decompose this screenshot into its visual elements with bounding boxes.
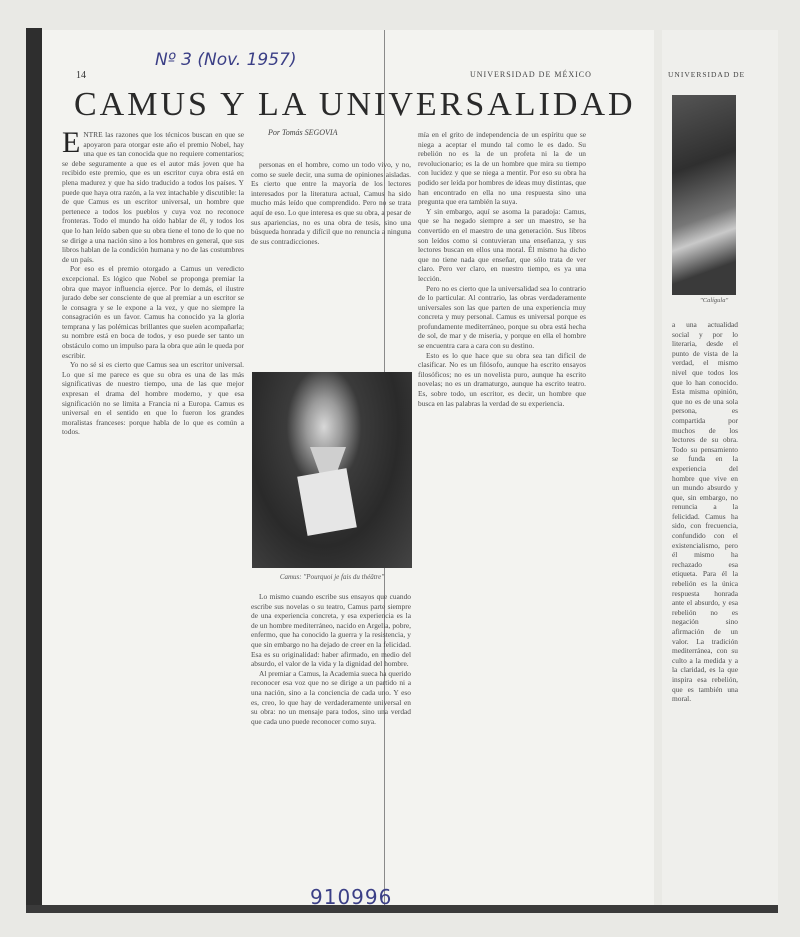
article-column-1 xyxy=(62,130,244,865)
paragraph: NTRE las razones que los técnicos buscan en que se apoyaron para otorgar este año el premio Nobel, hay una que es tan conocida que no requiere comentarios; se debe seguramente a que es el autor más joven que ha recibido este premio, que es un escritor cuya obra está en plena madurez y que ha sido traducido a todos los países. Y puede que haya otra razón, a la vez intachable y discutible: la de que Camus es un escritor universal, un hombre que pertenece a todos los pueblos y cuya voz no reconoce fronteras. Todo el mundo ha oído hablar de él, y todos los que lo han leído saben que su obra tiene el tono de lo que no se dirige a una nación sino a los hombres en general, que sus libros hablan de la condición humana y no de las costumbres de un país. xyxy=(62,130,244,264)
photo-caption: Camus: "Pourquoi je fais du théâtre" xyxy=(279,573,385,581)
fragment-running-head: UNIVERSIDAD DE xyxy=(668,70,746,79)
fragment-column xyxy=(672,320,738,865)
running-head: UNIVERSIDAD DE MÉXICO xyxy=(470,70,592,79)
article-column-3 xyxy=(418,130,586,865)
scan-border-bottom xyxy=(26,905,778,913)
paragraph: personas en el hombre, como un todo vivo, y no, como se suele decir, una suma de opiniones aisladas. Es cierto que entre la mayoría de los lectores interesados por la literatura actual, Camus ha sido mucho más leído que comprendido. Pero no se trata aquí de eso. Lo que interesa es que su obra, a pesar de sus apariencias, no es una obra de tesis, sino una búsqueda honrada y difícil que no renuncia a ninguna de sus contradicciones. xyxy=(251,160,411,246)
article-column-2-bottom xyxy=(251,592,411,865)
handwritten-catalog-number: 910996 xyxy=(310,885,393,909)
paragraph: Yo no sé si es cierto que Camus sea un escritor universal. Lo que sí me parece es que su obra es una de las más significativas de nuestro tiempo, una de las que mejor expresan el drama del hombre moderno, y que esa significación no se limita a Francia ni a Europa. Camus es universal en el sentido en que lo fueron los grandes moralistas franceses: porque habla de lo que es común a todos. xyxy=(62,360,244,437)
handwritten-issue-note: Nº 3 (Nov. 1957) xyxy=(155,50,297,70)
article-column-2-top xyxy=(251,160,411,365)
paragraph: Lo mismo cuando escribe sus ensayos que cuando escribe sus novelas o su teatro, Camus parte siempre de una experiencia concreta, y esa experiencia es la de un hombre mediterráneo, nacido en Argelia, pobre, enfermo, que ha conocido la guerra y la resistencia, y que sin embargo no ha dejado de creer en la felicidad. Esa es su originalidad: haber afirmado, en medio del absurdo, el valor de la vida y la dignidad del hombre. xyxy=(251,592,411,669)
page-number: 14 xyxy=(76,70,86,81)
article-byline: Por Tomás SEGOVIA xyxy=(268,128,338,137)
paragraph: Al premiar a Camus, la Academia sueca ha querido reconocer esa voz que no se dirige a un partido ni a una nación, sino a la conciencia de cada uno. Y eso es, creo, lo que hay de verdaderamente universal en su obra: no un mensaje para todos, sino una verdad que cada uno puede reconocer como suya. xyxy=(251,668,411,726)
paragraph: Pero no es cierto que la universalidad sea lo contrario de lo particular. Al contrario, las obras verdaderamente universales son las que parten de una experiencia muy concreta y muy personal. Camus es universal porque es profundamente mediterráneo, porque su obra está hecha de sol, de mar y de miseria, y porque en ella el hombre se encuentra cara a cara con su destino. xyxy=(418,283,586,351)
fragment-photo xyxy=(672,95,736,295)
paragraph: Esto es lo que hace que su obra sea tan difícil de clasificar. No es un filósofo, aunque ha escrito ensayos filosóficos; no es un novelista puro, aunque ha escrito novelas; no es un dramaturgo, aunque ha escrito teatro. Es, sobre todo, un escritor, es decir, un hombre que busca en las palabras la verdad de su experiencia. xyxy=(418,350,586,408)
fragment-photo-caption: "Calígula" xyxy=(700,297,729,304)
drop-cap: E xyxy=(62,130,81,159)
paragraph: a una actualidad social y por lo literaria, desde el punto de vista de la verdad, el mismo nivel que todos los que lo han conocido. Esta misma opinión, que no es de una sola persona, es compartida por muchos de los lectores de su obra. Todo su pensamiento se funda en la experiencia del hombre que vive en un mundo absurdo y que, sin embargo, no renuncia a la felicidad. Camus ha sido, con frecuencia, confundido con el existencialismo, pero él mismo ha rechazado esa etiqueta. Para él la rebelión es la única respuesta honrada ante el absurdo, y esa rebelión no es negación sino afirmación de un valor. La tradición mediterránea, con su culto a la medida y a la claridad, es la que inspira esa rebelión, que es también una moral. xyxy=(672,320,738,704)
scan-border-left xyxy=(26,28,42,913)
camus-photo xyxy=(252,372,412,568)
article-title: CAMUS Y LA UNIVERSALIDAD xyxy=(74,86,636,123)
paragraph: mía en el grito de independencia de un espíritu que se niega a aceptar el mundo tal como le es dado. Su rebelión no es la de un profeta ni la de un revolucionario; es la de un hombre que mira su tiempo con lucidez y que se niega a mentir. Por eso su obra ha podido ser leída por hombres de ideas muy distintas, que han encontrado en ella no una respuesta sino una pregunta que era también la suya. xyxy=(418,130,586,207)
paragraph: Y sin embargo, aquí se asoma la paradoja: Camus, que se ha negado siempre a ser un maestro, se ha convertido en el maestro de una generación. Sus libros son leídos como si contuvieran una enseñanza, y sus lectores buscan en ellos una moral. Él mismo ha dicho que no tiene nada que enseñar, que sólo trata de ver claro. Pero ver claro, en nuestro tiempo, es ya una lección. xyxy=(418,206,586,283)
paragraph: Por eso es el premio otorgado a Camus un veredicto excepcional. Es lógico que Nobel se proponga premiar la obra que mayor influencia ejerce. Por lo demás, el ilustre jurado debe ser consciente de que al premiar a un escritor se le consagra y se le expone a la vez, y que no siempre la consagración es un favor. Camus ha conocido ya la gloria temprana y las polémicas brillantes que suelen acompañarla; su nombre está en boca de todos, y eso puede ser tanto un obstáculo como un impulso para la obra que aún le queda por escribir. xyxy=(62,264,244,360)
